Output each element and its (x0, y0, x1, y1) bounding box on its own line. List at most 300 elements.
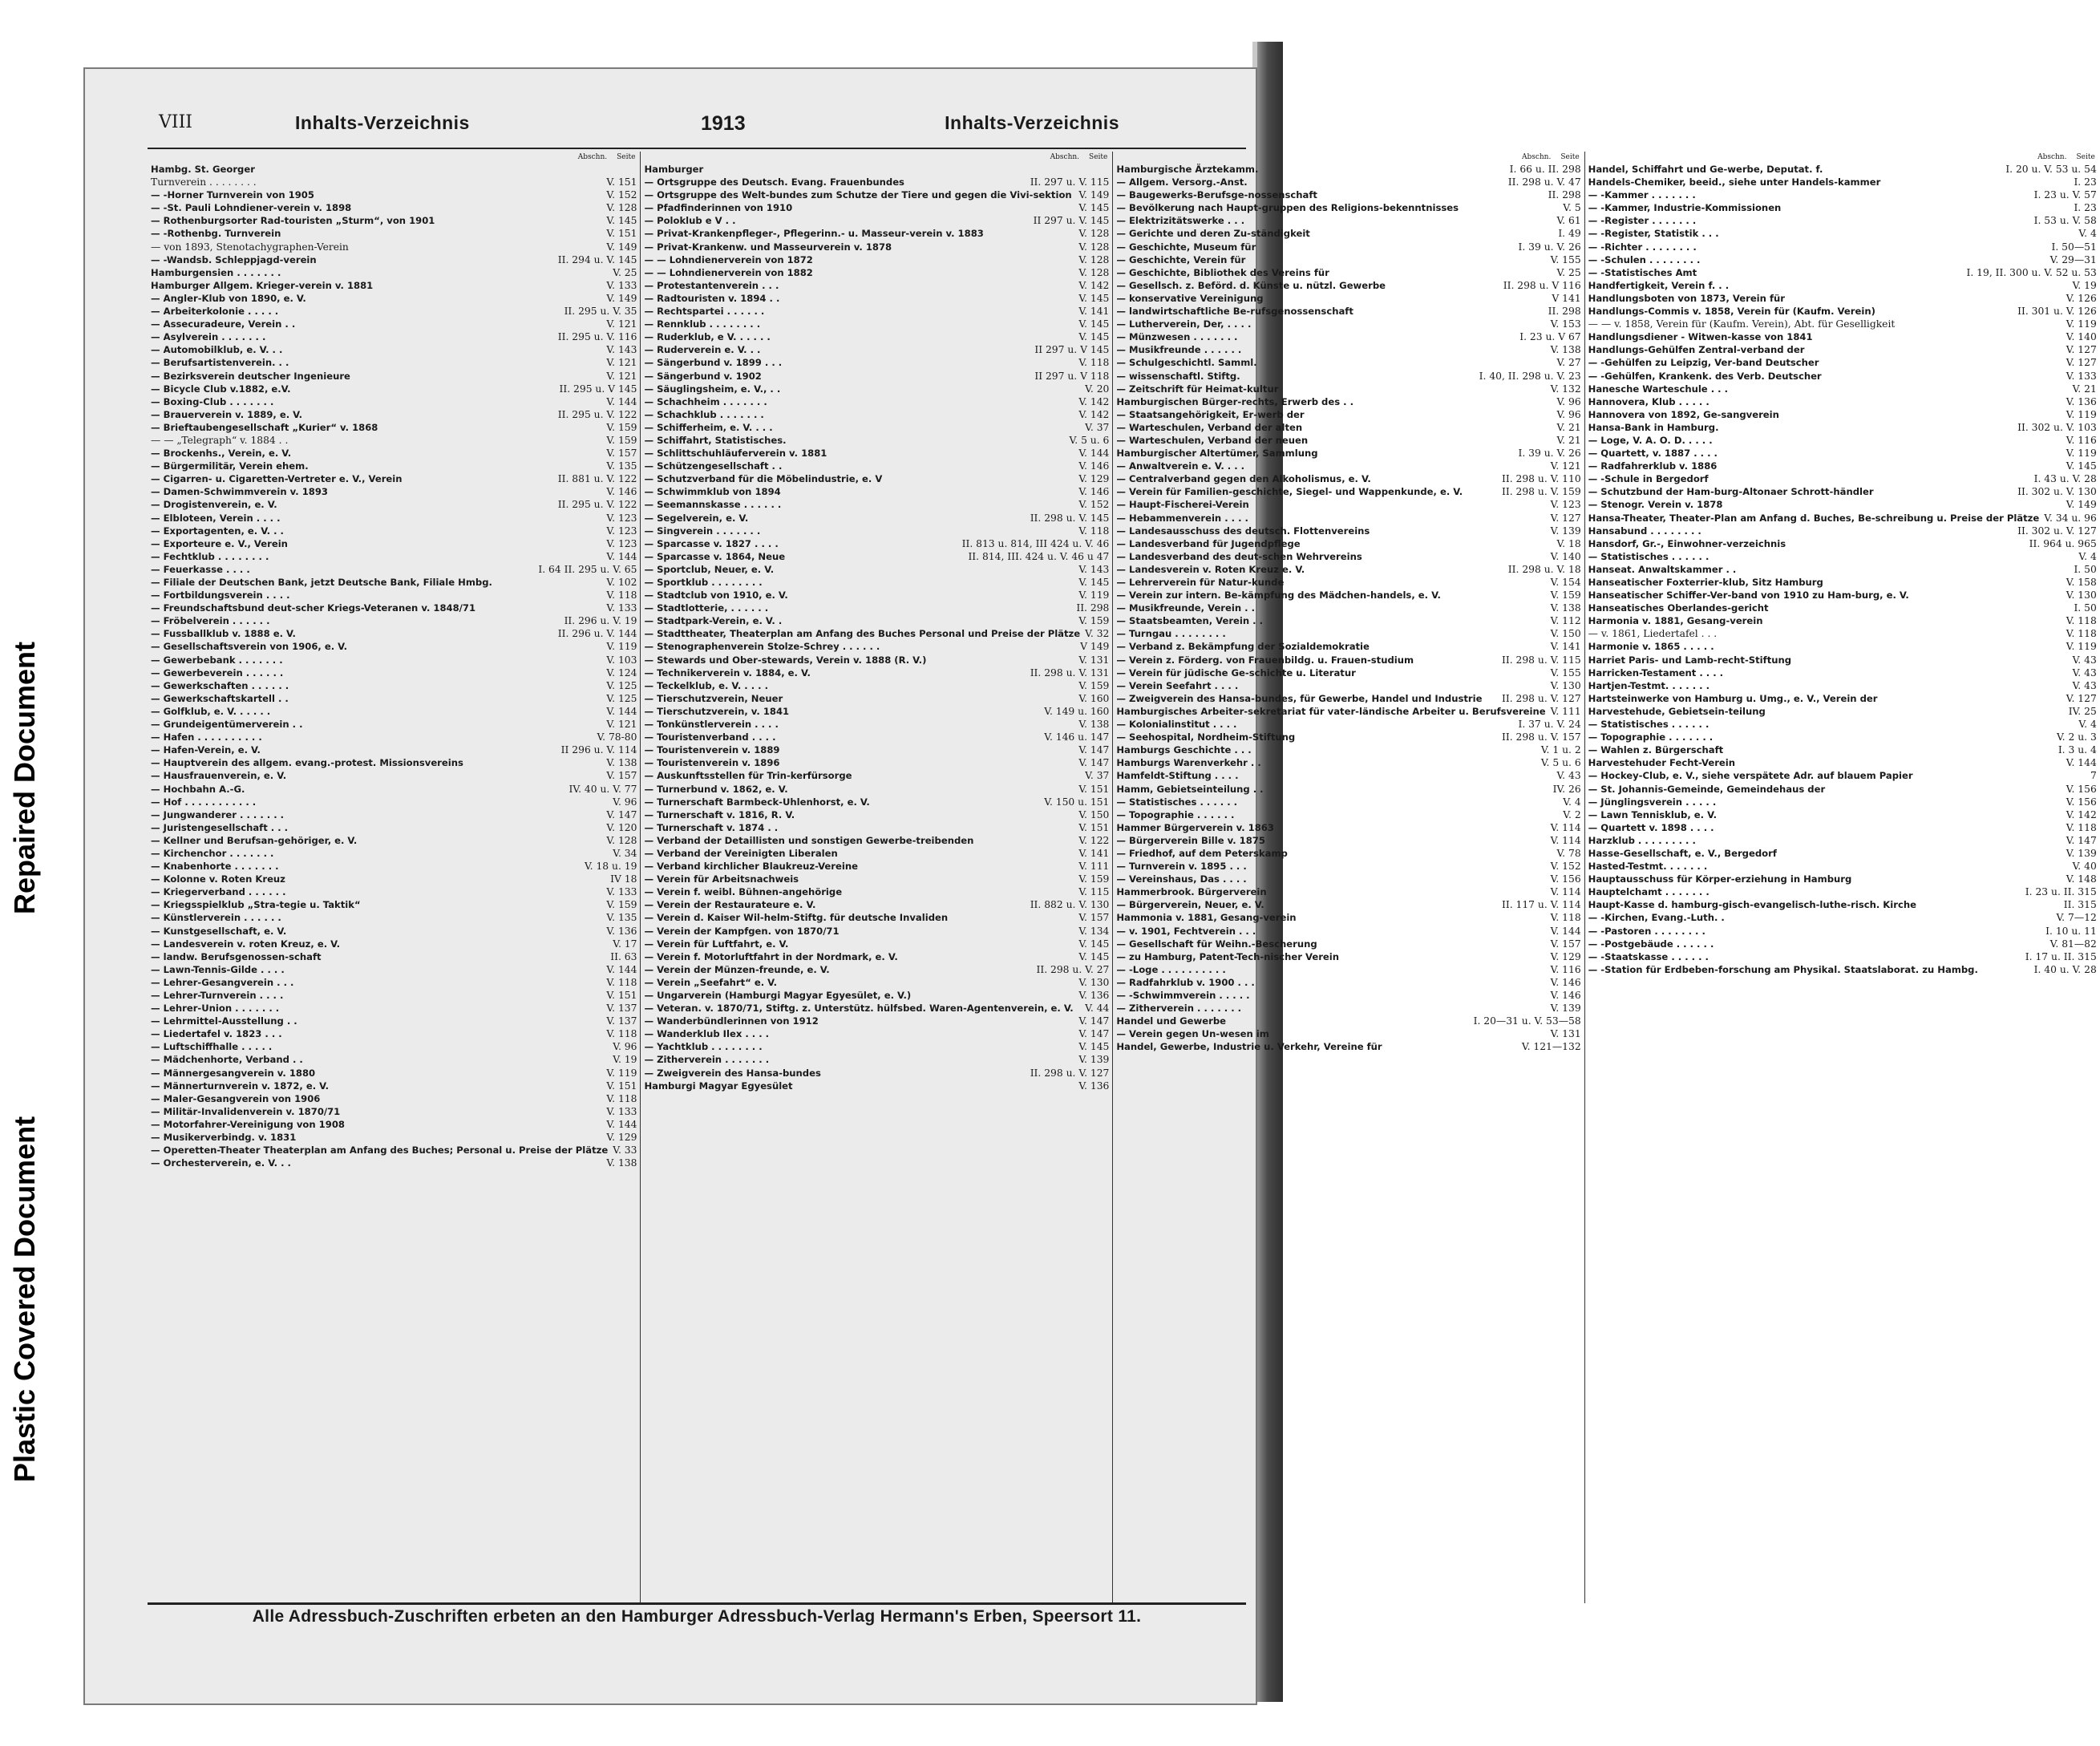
entry-name: — Berufsartistenverein. . . (151, 357, 289, 369)
index-entry (1588, 743, 2097, 756)
entry-name: — Ortsgruppe des Deutsch. Evang. Frauenbundes (644, 176, 904, 188)
index-entry (644, 614, 1109, 627)
index-column-4 (1584, 152, 2100, 1603)
entry-name: Harriet Paris- und Lamb-recht-Stiftung (1588, 654, 1792, 666)
entry-page: V. 118 (1078, 357, 1110, 369)
entry-name: — Technikerverein v. 1884, e. V. (644, 666, 811, 679)
index-entry (1116, 434, 1580, 447)
entry-name: — Privat-Krankenw. und Masseurverein v. 1878 (644, 241, 892, 253)
index-entry (1116, 731, 1580, 743)
index-entry (644, 253, 1109, 266)
entry-name: — Verein Seefahrt . . . . (1116, 679, 1239, 691)
index-entry (644, 589, 1109, 602)
index-entry (1588, 589, 2097, 602)
entry-name: — Tierschutzverein, Neuer (644, 692, 783, 704)
entry-page: V. 19 (613, 1054, 637, 1066)
entry-name: — Allgem. Versorg.-Anst. (1116, 176, 1248, 188)
index-entry (1116, 305, 1580, 318)
index-entry (644, 1002, 1109, 1015)
entry-page: V. 111 (1550, 705, 1581, 717)
index-entry (151, 756, 637, 769)
entry-name: Handel, Schiffahrt und Ge-werbe, Deputat. f. (1588, 164, 1823, 175)
entry-page: V. 5 (1563, 202, 1581, 214)
entry-page: V. 43 (2072, 654, 2097, 666)
index-entry (644, 1080, 1109, 1092)
index-entry (1588, 292, 2097, 305)
index-entry (1116, 201, 1580, 214)
index-entry (1116, 925, 1580, 938)
entry-page: V. 144 (606, 550, 637, 562)
entry-name: — Statistisches . . . . . . (1116, 796, 1238, 808)
entry-name: — Radfahrerklub v. 1886 (1588, 460, 1718, 472)
index-entry (151, 1040, 637, 1053)
entry-page: V. 141 (1078, 306, 1110, 318)
index-entry (1116, 898, 1580, 911)
entry-page: V. 121 (606, 357, 637, 369)
entry-page: V. 145 (606, 215, 637, 227)
column-header (1116, 152, 1580, 163)
index-entry (644, 808, 1109, 821)
index-entry (1588, 679, 2097, 692)
entry-page: V. 118 (1550, 912, 1581, 924)
index-entry (151, 692, 637, 705)
index-entry (1588, 395, 2097, 408)
entry-page: II. 298 u. V. 47 (1507, 176, 1581, 188)
entry-name: — Stadtclub von 1910, e. V. (644, 589, 788, 602)
entry-name: — Angler-Klub von 1890, e. V. (151, 292, 306, 304)
index-entry (1588, 266, 2097, 279)
entry-page: V. 130 (1078, 976, 1110, 988)
entry-page: V. 145 (1078, 202, 1110, 214)
entry-page: II. 298 u. V. 145 (1030, 512, 1110, 524)
entry-name: — Gewerbebank . . . . . . . (151, 654, 283, 666)
entry-page: V. 96 (613, 1041, 637, 1053)
entry-page: V. 2 (1563, 808, 1581, 820)
entry-name: — Loge, V. A. O. D. . . . . (1588, 434, 1713, 446)
entry-name: — Elektrizitätswerke . . . (1116, 215, 1245, 227)
entry-name: — Seemannskasse . . . . . . (644, 499, 782, 511)
entry-page: V. 146 (1550, 990, 1581, 1001)
index-entry (1116, 485, 1580, 498)
entry-page: IV. 25 (2068, 705, 2097, 717)
index-entry (1116, 950, 1580, 963)
entry-name: — Wahlen z. Bürgerschaft (1588, 744, 1724, 756)
index-column-3 (1112, 152, 1584, 1603)
entry-page: V. 160 (1078, 692, 1110, 704)
entry-page: V. 118 (2066, 615, 2097, 627)
entry-name: — Haupt-Fischerei-Verein (1116, 499, 1249, 511)
entry-page: I. 23 u. II. 315 (2025, 886, 2097, 898)
entry-page: V. 137 (606, 1015, 637, 1027)
index-entry (1588, 498, 2097, 511)
entry-page: V. 111 (1078, 861, 1110, 873)
index-entry (644, 692, 1109, 705)
entry-name: — Sängerbund v. 1902 (644, 370, 762, 382)
index-entry (1116, 756, 1580, 769)
entry-page: II. 298 u. V 116 (1503, 279, 1581, 291)
index-entry (644, 498, 1109, 511)
entry-name: — wissenschaftl. Stiftg. (1116, 370, 1240, 382)
index-entry (151, 1002, 637, 1015)
entry-name: Hartsteinwerke von Hamburg u. Umg., e. V., Verein der (1588, 692, 1878, 704)
index-entry (1116, 383, 1580, 395)
index-entry (151, 885, 637, 898)
entry-page: V. 1 u. 2 (1540, 744, 1581, 756)
entry-name: — Cigarren- u. Cigaretten-Vertreter e. V., Verein (151, 473, 403, 485)
entry-page: V. 147 (2066, 834, 2097, 846)
index-entry (1588, 537, 2097, 550)
index-entry (151, 201, 637, 214)
entry-page: V. 123 (606, 537, 637, 549)
entry-page: V. 136 (2066, 395, 2097, 407)
entry-name: Hambg. St. Georger (151, 164, 255, 175)
entry-name: — Ruderklub, e V. . . . . . (644, 331, 771, 343)
entry-name: Hamburgi Magyar Egyesület (644, 1080, 793, 1092)
index-entry (151, 498, 637, 511)
index-entry (1116, 705, 1580, 718)
index-entry (151, 654, 637, 666)
entry-page: I. 50 (2074, 563, 2097, 575)
entry-name: — Quartett v. 1898 . . . . (1588, 821, 1714, 833)
entry-name: — Zeitschrift für Heimat-kultur (1116, 383, 1279, 395)
entry-name: — -Staatskasse . . . . . . (1588, 950, 1709, 962)
entry-name: Haupt-Kasse d. hamburg-gisch-evangelisch-luthe-risch. Kirche (1588, 899, 1916, 911)
index-entry (1588, 885, 2097, 898)
index-entry (1116, 718, 1580, 731)
index-entry (1116, 525, 1580, 537)
index-entry (1588, 370, 2097, 383)
index-entry (151, 1131, 637, 1144)
entry-page: V. 129 (1078, 473, 1110, 485)
entry-page: V. 129 (1550, 950, 1581, 962)
entry-page: V. 127 (2066, 692, 2097, 704)
entry-name: — Brieftaubengesellschaft „Kurier“ v. 1868 (151, 421, 378, 433)
entry-name: Hamfeldt-Stiftung . . . . (1116, 770, 1239, 782)
repaired-document-label: Repaired Document (8, 641, 42, 915)
index-entry (1588, 692, 2097, 705)
entry-name: — Lehrer-Union . . . . . . . (151, 1003, 280, 1015)
entry-page: V. 150 u. 151 (1044, 796, 1110, 808)
index-entry (1588, 241, 2097, 253)
entry-name: — Schifferheim, e. V. . . . (644, 421, 773, 433)
index-entry (644, 383, 1109, 395)
entry-page: I. 50—51 (2051, 241, 2097, 253)
entry-page: V. 134 (1078, 925, 1110, 937)
entry-page: I. 23 u. V 67 (1519, 331, 1581, 343)
column-header (1588, 152, 2097, 163)
entry-page: II. 296 u. V. 144 (557, 628, 637, 640)
index-entry (1588, 460, 2097, 472)
entry-name: — Schiffahrt, Statistisches. (644, 434, 787, 446)
index-entry (1116, 241, 1580, 253)
index-entry (644, 370, 1109, 383)
entry-name: Hamm, Gebietseinteilung . . (1116, 783, 1264, 795)
entry-page: I. 39 u. V. 26 (1518, 448, 1581, 460)
index-entry (644, 769, 1109, 782)
index-entry (1116, 395, 1580, 408)
index-entry (1588, 176, 2097, 188)
entry-name: — Schlittschuhläuferverein v. 1881 (644, 448, 827, 460)
index-entry (151, 421, 637, 434)
entry-name: — Gerichte und deren Zu-ständigkeit (1116, 228, 1310, 240)
entry-name: — Hausfrauenverein, e. V. (151, 770, 287, 782)
entry-page: I. 37 u. V. 24 (1518, 719, 1581, 731)
entry-page: V. 133 (606, 602, 637, 614)
index-entry (1116, 188, 1580, 201)
entry-page: V. 19 (2072, 279, 2097, 291)
index-entry (151, 330, 637, 343)
index-entry (644, 821, 1109, 834)
entry-name: — -Kammer, Industrie-Kommissionen (1588, 202, 1782, 214)
index-entry (151, 1157, 637, 1169)
entry-name: — Rechtspartei . . . . . . (644, 306, 765, 318)
entry-page: V. 147 (606, 808, 637, 820)
index-entry (644, 989, 1109, 1002)
entry-name: — Schutzbund der Ham-burg-Altonaer Schrott-händler (1588, 486, 1874, 498)
index-entry (644, 834, 1109, 847)
entry-page: V. 151 (606, 176, 637, 188)
index-entry (644, 640, 1109, 653)
entry-name: — Golfklub, e. V. . . . . . (151, 705, 271, 717)
entry-name: — Sportclub, Neuer, e. V. (644, 563, 775, 575)
entry-page: II. 295 u. V. 116 (557, 331, 637, 343)
index-entry (1116, 654, 1580, 666)
entry-page: V. 143 (1078, 563, 1110, 575)
entry-name: — Stenogr. Verein v. 1878 (1588, 499, 1723, 511)
entry-page: V. 125 (606, 692, 637, 704)
entry-name: — Motorfahrer-Vereinigung von 1908 (151, 1118, 345, 1130)
entry-page: V. 139 (2066, 847, 2097, 859)
entry-page: II. 298 (1548, 189, 1581, 201)
entry-page: II. 302 u. V. 127 (2017, 525, 2097, 537)
entry-page: V. 142 (2066, 808, 2097, 820)
entry-name: — Radtouristen v. 1894 . . (644, 292, 780, 304)
entry-name: — Elbloteen, Verein . . . . (151, 512, 281, 524)
entry-name: — Münzwesen . . . . . . . (1116, 331, 1238, 343)
index-entry (1588, 756, 2097, 769)
entry-name: Hammer Bürgerverein v. 1863 (1116, 821, 1274, 833)
entry-name: — Turnerschaft Barmbeck-Uhlenhorst, e. V. (644, 796, 870, 808)
entry-page: II. 296 u. V. 19 (564, 615, 637, 627)
entry-page: V. 2 u. 3 (2056, 731, 2097, 743)
entry-name: — Männergesangverein v. 1880 (151, 1067, 316, 1079)
entry-name: — -Register . . . . . . . (1588, 215, 1697, 227)
index-entry (151, 950, 637, 963)
entry-page: I. 66 u. II. 298 (1509, 164, 1581, 175)
entry-name: Handel, Gewerbe, Industrie u. Verkehr, Vereine für (1116, 1041, 1382, 1053)
index-entry (1588, 705, 2097, 718)
entry-page: II. 298 (1548, 306, 1581, 318)
entry-page: V. 7—12 (2056, 912, 2097, 924)
index-entry (644, 885, 1109, 898)
entry-page: V. 114 (1550, 886, 1581, 898)
entry-name: — Verein gegen Un-wesen im (1116, 1028, 1269, 1040)
index-entry (151, 873, 637, 885)
entry-page: V. 147 (1078, 744, 1110, 756)
entry-page: V. 144 (606, 395, 637, 407)
entry-page: V. 119 (606, 1067, 637, 1079)
index-entry (644, 860, 1109, 873)
index-entry (1116, 976, 1580, 989)
entry-name: — Ruderverein e. V. . . (644, 344, 761, 356)
entry-name: — Touristenverein v. 1889 (644, 744, 780, 756)
index-entry (1116, 330, 1580, 343)
index-entry (151, 731, 637, 743)
entry-page: V. 145 (2066, 460, 2097, 472)
entry-page: II. 302 u. V. 103 (2017, 421, 2097, 433)
index-entry (151, 627, 637, 640)
entry-page: IV 18 (610, 873, 637, 885)
entry-page: V. 129 (606, 1132, 637, 1144)
entry-name: — Künstlerverein . . . . . . (151, 912, 281, 924)
index-entry (644, 654, 1109, 666)
index-entry (1588, 796, 2097, 808)
entry-name: Hamburgensien . . . . . . . (151, 266, 281, 278)
entry-name: Hasted-Testmt. . . . . . . (1588, 861, 1708, 873)
entry-name: — Yachtklub . . . . . . . . (644, 1041, 763, 1053)
entry-page: V. 131 (1078, 654, 1110, 666)
entry-page: V. 119 (606, 641, 637, 653)
entry-page: V. 5 u. 6 (1069, 434, 1110, 446)
entry-name: — Gewerbeverein . . . . . . (151, 666, 284, 679)
entry-name: — St. Johannis-Gemeinde, Gemeindehaus der (1588, 783, 1826, 795)
entry-name: — Baugewerks-Berufsge-nossenschaft (1116, 189, 1317, 201)
index-entry (1116, 589, 1580, 602)
entry-page: V. 152 (1078, 499, 1110, 511)
entry-page: V. 155 (1550, 253, 1581, 265)
index-entry (151, 640, 637, 653)
index-entry (1116, 1040, 1580, 1053)
index-entry (644, 847, 1109, 860)
entry-page: V. 120 (606, 821, 637, 833)
entry-name: — Verein für Luftfahrt, e. V. (644, 938, 789, 950)
entry-name: — Fussballklub v. 1888 e. V. (151, 628, 296, 640)
entry-page: V. 4 (1563, 796, 1581, 808)
entry-page: V 141 (1552, 292, 1581, 304)
entry-name: Hammerbrook. Bürgerverein (1116, 886, 1267, 898)
index-entry (644, 292, 1109, 305)
footer-rule (148, 1602, 1246, 1605)
index-entry (644, 743, 1109, 756)
entry-page: V. 139 (1550, 525, 1581, 537)
index-entry (1588, 898, 2097, 911)
entry-name: — Landesverein v. roten Kreuz, e. V. (151, 938, 341, 950)
entry-name: — v. 1901, Fechtverein . . . (1116, 925, 1256, 937)
entry-name: — Liedertafel v. 1823 . . . (151, 1028, 282, 1040)
entry-name: — Turnerschaft v. 1874 . . (644, 821, 779, 833)
index-entry (644, 395, 1109, 408)
index-entry (1588, 188, 2097, 201)
entry-page: V. 121 (1550, 460, 1581, 472)
entry-page: V. 142 (1078, 395, 1110, 407)
index-entry (644, 550, 1109, 563)
entry-name: — Turnerschaft v. 1816, R. V. (644, 808, 795, 820)
entry-page: V. 141 (1078, 847, 1110, 859)
entry-name: — Verband kirchlicher Blaukreuz-Vereine (644, 861, 858, 873)
index-entry (151, 512, 637, 525)
index-entry (1588, 472, 2097, 485)
index-entry (1116, 1027, 1580, 1040)
entry-page: V. 128 (1078, 253, 1110, 265)
entry-name: — Stadtpark-Verein, e. V. . (644, 615, 783, 627)
index-entry (1116, 783, 1580, 796)
entry-name: — Warteschulen, Verband der alten (1116, 421, 1303, 433)
entry-name: — Auskunftsstellen für Trin-kerfürsorge (644, 770, 852, 782)
index-entry (151, 188, 637, 201)
entry-name: Handlungs-Gehülfen Zentral-verband der (1588, 344, 1805, 356)
entry-page: I. 50 (2074, 602, 2097, 614)
index-entry (1116, 911, 1580, 924)
entry-name: — Schulgeschichtl. Samml. (1116, 357, 1257, 369)
entry-page: V. 34 u. 96 (2044, 512, 2097, 524)
entry-name: — Lawn Tennisklub, e. V. (1588, 808, 1717, 820)
entry-page: V. 148 (2066, 873, 2097, 885)
entry-page: V. 127 (2066, 344, 2097, 356)
entry-page: I. 40 u. V. 28 (2033, 963, 2097, 975)
entry-name: — Boxing-Club . . . . . . . (151, 395, 274, 407)
entry-page: V. 159 (1550, 589, 1581, 602)
index-entry (1588, 318, 2097, 330)
entry-page: V. 154 (1550, 577, 1581, 588)
entry-name: — Fortbildungsverein . . . . (151, 589, 290, 602)
index-entry (1116, 834, 1580, 847)
entry-page: V. 144 (606, 705, 637, 717)
entry-name: — Gesellschaftsverein von 1906, e. V. (151, 641, 348, 653)
index-entry (151, 525, 637, 537)
entry-page: I. 49 (1558, 228, 1581, 240)
index-entry (1588, 408, 2097, 421)
entry-page: V. 130 (1550, 679, 1581, 691)
entry-page: I. 53 u. V. 58 (2033, 215, 2097, 227)
entry-name: — -Schwimmverein . . . . . (1116, 990, 1250, 1001)
entry-name: — Lehrer-Turnverein . . . . (151, 990, 284, 1001)
entry-name: — zu Hamburg, Patent-Tech-nischer Verein (1116, 950, 1340, 962)
index-entry (1116, 614, 1580, 627)
entry-page: V. 146 (606, 486, 637, 498)
entry-page: II. 298 u. V. 18 (1507, 563, 1581, 575)
entry-name: — Kellner und Berufsan-gehöriger, e. V. (151, 834, 358, 846)
entry-name: — v. 1861, Liedertafel . . . (1588, 628, 1718, 640)
entry-name: — Ortsgruppe des Welt-bundes zum Schutze der Tiere und gegen die Vivi-sektion (644, 189, 1072, 201)
entry-name: — Musikfreunde . . . . . . (1116, 344, 1242, 356)
entry-name: — Protestantenverein . . . (644, 279, 779, 291)
entry-name: — Lutherverein, Der, . . . . (1116, 318, 1252, 330)
entry-name: — Kolonialinstitut . . . . (1116, 719, 1237, 731)
entry-name: — Singverein . . . . . . . (644, 525, 761, 537)
entry-page: V 149 (1080, 641, 1110, 653)
entry-name: — Säuglingsheim, e. V., . . (644, 383, 781, 395)
index-entry (1116, 227, 1580, 240)
entry-page: I. 40, II. 298 u. V. 23 (1479, 370, 1581, 382)
entry-page: V. 156 (1550, 873, 1581, 885)
entry-page: II. 964 u. 965 (2029, 537, 2097, 549)
entry-page: V. 151 (1078, 821, 1110, 833)
index-entry (151, 550, 637, 563)
entry-name: — Kunstgesellschaft, e. V. (151, 925, 287, 937)
index-entry (151, 602, 637, 614)
entry-page: V. 21 (2072, 383, 2097, 395)
entry-name: Hanseatischer Schiffer-Ver-band von 1910 zu Ham-burg, e. V. (1588, 589, 1909, 602)
entry-page: V. 133 (606, 886, 637, 898)
entry-page: V. 123 (606, 512, 637, 524)
entry-name: — Anwaltverein e. V. . . . (1116, 460, 1245, 472)
index-entry (644, 1067, 1109, 1080)
index-entry (1116, 460, 1580, 472)
entry-page: I. 17 u. II. 315 (2025, 950, 2097, 962)
index-entry (151, 227, 637, 240)
entry-name: — -Statistisches Amt (1588, 266, 1697, 278)
entry-page: V. 135 (606, 460, 637, 472)
